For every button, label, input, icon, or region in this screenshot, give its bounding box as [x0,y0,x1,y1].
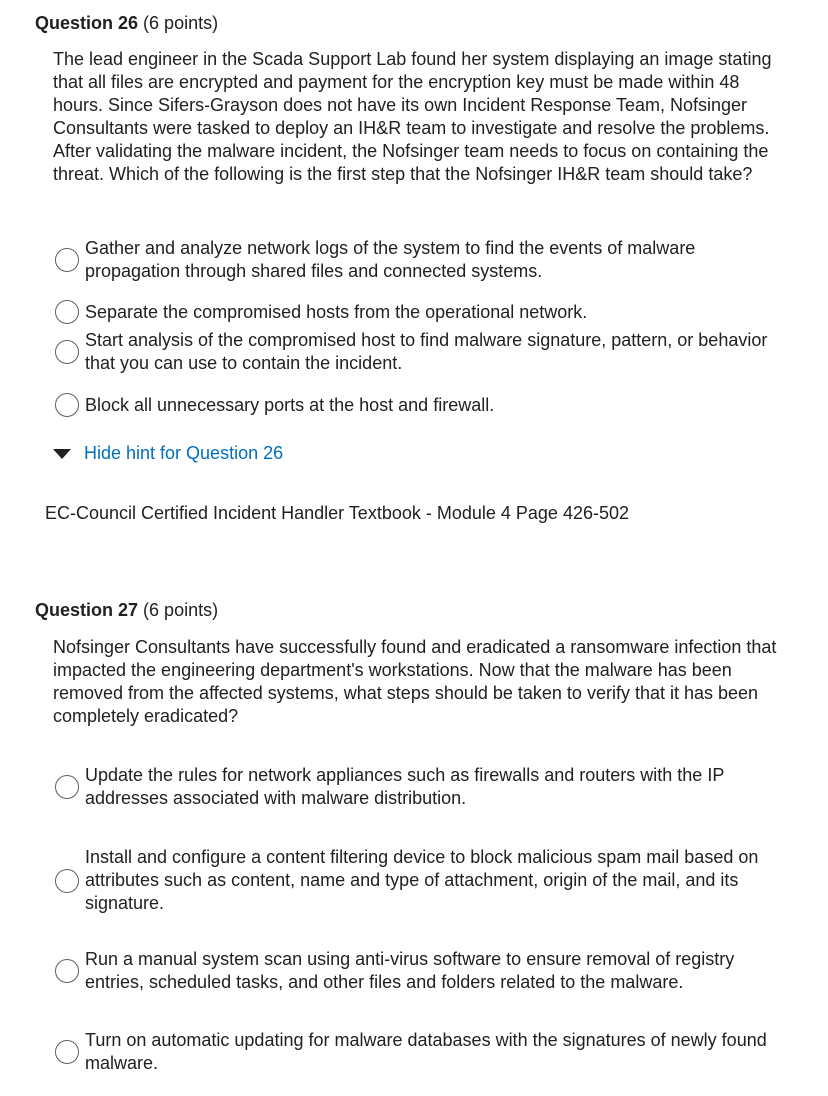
option-label: Turn on automatic updating for malware databases with the signatures of newly found malware. [85,1030,767,1073]
option-label: Update the rules for network appliances such as firewalls and routers with the IP addresses associated with malware distribution. [85,765,724,808]
radio-button[interactable] [55,393,79,417]
question-26-title [35,11,218,35]
question-26-option-2[interactable] [53,300,793,324]
option-label: Separate the compromised hosts from the operational network. [85,301,588,322]
question-26-points: (6 points) [143,13,219,33]
question-26-option-4[interactable] [53,393,793,417]
question-27-option-2[interactable] [53,846,793,915]
radio-button[interactable] [55,1040,79,1064]
radio-button[interactable] [55,340,79,364]
radio-button[interactable] [55,959,79,983]
hide-hint-link[interactable]: Hide hint for Question 26 [84,443,284,463]
radio-button[interactable] [55,248,79,272]
question-27-points: (6 points) [143,600,219,620]
option-label: Run a manual system scan using anti-virus software to ensure removal of registry entries, scheduled tasks, and other files and folders related to the malware. [85,949,735,992]
caret-down-icon [53,449,71,459]
question-27-option-3[interactable] [53,948,793,994]
question-27-title [35,598,218,622]
option-label: Block all unnecessary ports at the host and firewall. [85,394,495,415]
question-27-option-4[interactable] [53,1029,793,1075]
question-26-option-3[interactable] [53,329,793,375]
option-label: Install and configure a content filtering device to block malicious spam mail based on attributes such as content, name and type of attachment, origin of the mail, and its signature. [85,847,759,913]
option-label: Start analysis of the compromised host to find malware signature, pattern, or behavior that you can use to contain the incident. [85,330,768,373]
radio-button[interactable] [55,775,79,799]
question-26-hint-text: EC-Council Certified Incident Handler Textbook - Module 4 Page 426-502 [45,503,629,523]
question-27-option-1[interactable] [53,764,793,810]
question-27-text: Nofsinger Consultants have successfully found and eradicated a ransomware infection that impacted the engineering department's workstations. Now that the malware has been removed from the affected systems, what steps should be taken to verify that it has been completely eradicated? [53,637,777,726]
question-27-name: Question 27 [35,600,139,620]
hint-toggle-question-26[interactable] [53,441,283,465]
radio-button[interactable] [55,869,79,893]
question-26-text: The lead engineer in the Scada Support Lab found her system displaying an image stating that all files are encrypted and payment for the encryption key must be made within 48 hours. Since Sifers-Grayson does not have its own Incident Response Team, Nofsinger Consultants were tasked to deploy an IH&R team to investigate and resolve the problems. After validating the malware incident, the Nofsinger team needs to focus on containing the threat. Which of the following is the first step that the Nofsinger IH&R team should take? [53,49,772,184]
question-26-option-1[interactable] [53,237,793,283]
question-26-name: Question 26 [35,13,139,33]
radio-button[interactable] [55,300,79,324]
option-label: Gather and analyze network logs of the system to find the events of malware propagation through shared files and connected systems. [85,238,696,281]
